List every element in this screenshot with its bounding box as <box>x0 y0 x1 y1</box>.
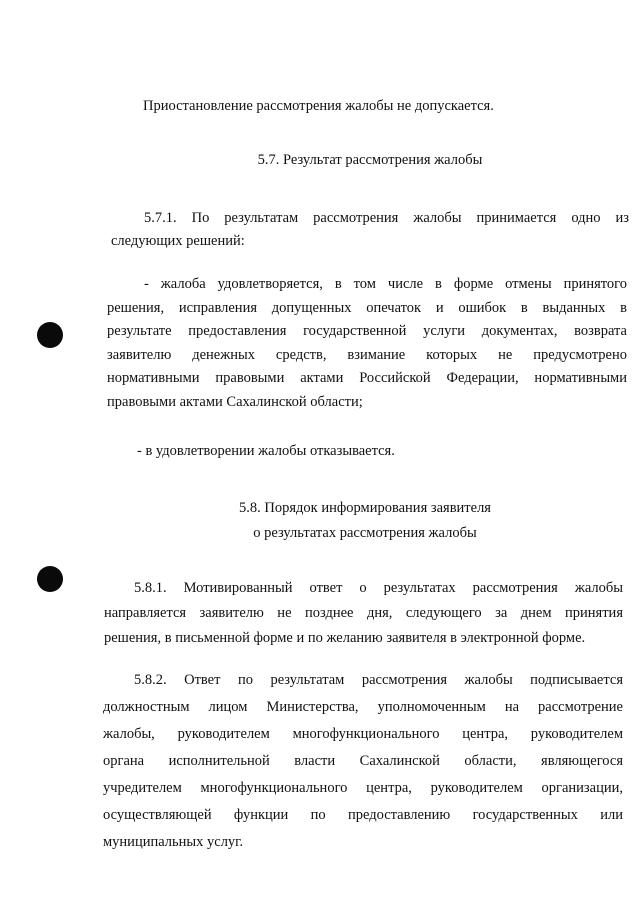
p-5-8-1-line-1: 5.8.1. Мотивированный ответ о результатах рассмотрения жалобы <box>134 580 623 596</box>
paragraph-5-8-1 <box>104 576 623 651</box>
paragraph-5-7-1 <box>111 207 629 253</box>
section-5-8-heading-line-2: о результатах рассмотрения жалобы <box>253 525 477 541</box>
section-5-7-heading-text: 5.7. Результат рассмотрения жалобы <box>257 152 483 168</box>
intro-text: Приостановление рассмотрения жалобы не допускается. <box>143 98 494 114</box>
p-5-8-1-line-2: направляется заявителю не позднее дня, следующего за днем принятия <box>104 605 623 621</box>
item-1-line-6: правовыми актами Сахалинской области; <box>107 393 363 410</box>
intro-line <box>143 98 494 115</box>
section-5-8-heading <box>0 496 640 546</box>
punch-hole-bottom <box>37 566 63 592</box>
item-1-line-2: решения, исправления допущенных опечаток и ошибок в выданных в <box>107 299 627 316</box>
item-1-line-4: заявителю денежных средств, взимание которых не предусмотрено <box>107 346 627 363</box>
p-5-8-2-line-7: муниципальных услуг. <box>103 834 244 850</box>
item-1-line-5: нормативными правовыми актами Российской Федерации, нормативными <box>107 370 627 387</box>
punch-hole-top <box>37 322 63 348</box>
p-5-8-2-line-6: осуществляющей функции по предоставлению государственных или <box>103 807 623 823</box>
p-5-8-1-line-3: решения, в письменной форме и по желанию заявителя в электронной форме. <box>104 630 586 646</box>
p-5-8-2-line-4: органа исполнительной власти Сахалинской области, являющегося <box>103 753 623 769</box>
section-5-7-heading <box>0 152 640 169</box>
section-5-8-heading-line-1: 5.8. Порядок информирования заявителя <box>239 500 491 516</box>
p-5-8-2-line-3: жалобы, руководителем многофункционального центра, руководителем <box>103 726 623 742</box>
item-2-text: - в удовлетворении жалобы отказывается. <box>137 443 395 459</box>
decision-item-2 <box>137 443 395 460</box>
item-1-line-1: - жалоба удовлетворяется, в том числе в форме отмены принятого <box>144 276 627 292</box>
p-5-7-1-line-2: следующих решений: <box>111 233 245 249</box>
p-5-8-2-line-5: учредителем многофункционального центра, руководителем организации, <box>103 780 623 796</box>
decision-item-1 <box>107 273 627 415</box>
paragraph-5-8-2 <box>103 667 623 856</box>
p-5-8-2-line-2: должностным лицом Министерства, уполномоченным на рассмотрение <box>103 699 623 715</box>
p-5-8-2-line-1: 5.8.2. Ответ по результатам рассмотрения жалобы подписывается <box>134 672 623 688</box>
item-1-line-3: результате предоставления государственной услуги документах, возврата <box>107 323 627 340</box>
p-5-7-1-line-1: 5.7.1. По результатам рассмотрения жалобы принимается одно из <box>144 210 629 226</box>
